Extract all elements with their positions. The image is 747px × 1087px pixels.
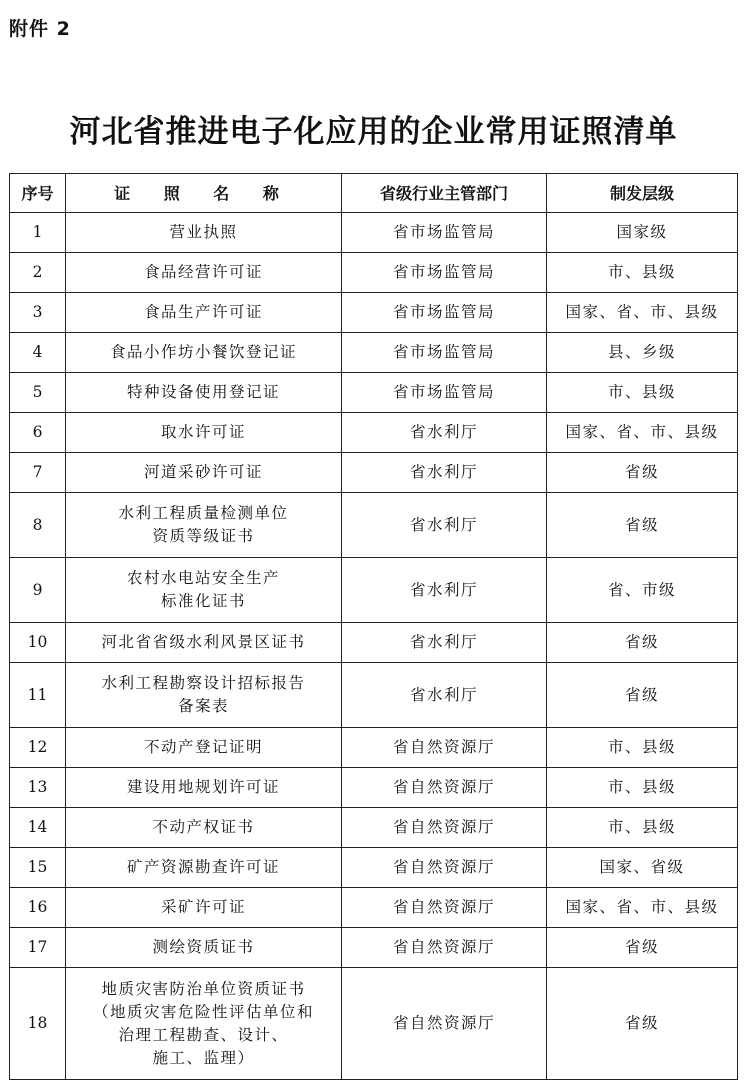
certificate-name: 不动产权证书 (66, 808, 342, 848)
table-row (10, 623, 738, 663)
certificate-name: 地质灾害防治单位资质证书 （地质灾害危险性评估单位和 治理工程勘查、设计、 施工、监理） (66, 968, 342, 1080)
department: 省水利厅 (342, 558, 547, 623)
issuing-level: 省、市级 (547, 558, 738, 623)
department: 省自然资源厅 (342, 728, 547, 768)
department: 省自然资源厅 (342, 928, 547, 968)
department: 省自然资源厅 (342, 768, 547, 808)
table-row (10, 928, 738, 968)
row-number: 16 (10, 888, 66, 928)
header-department: 省级行业主管部门 (342, 174, 547, 213)
table-body (10, 213, 738, 1080)
certificate-name: 测绘资质证书 (66, 928, 342, 968)
row-number: 15 (10, 848, 66, 888)
issuing-level: 县、乡级 (547, 333, 738, 373)
certificate-name: 食品经营许可证 (66, 253, 342, 293)
certificate-name: 采矿许可证 (66, 888, 342, 928)
table-row (10, 253, 738, 293)
department: 省自然资源厅 (342, 808, 547, 848)
department: 省市场监管局 (342, 213, 547, 253)
department: 省水利厅 (342, 493, 547, 558)
issuing-level: 市、县级 (547, 728, 738, 768)
header-number: 序号 (10, 174, 66, 213)
row-number: 5 (10, 373, 66, 413)
row-number: 17 (10, 928, 66, 968)
certificate-name: 特种设备使用登记证 (66, 373, 342, 413)
header-certificate-name: 证 照 名 称 (66, 174, 342, 213)
certificate-name: 水利工程勘察设计招标报告 备案表 (66, 663, 342, 728)
row-number: 12 (10, 728, 66, 768)
table-row (10, 888, 738, 928)
issuing-level: 省级 (547, 968, 738, 1080)
table-header-row (10, 174, 738, 213)
row-number: 3 (10, 293, 66, 333)
row-number: 7 (10, 453, 66, 493)
department: 省市场监管局 (342, 253, 547, 293)
row-number: 11 (10, 663, 66, 728)
issuing-level: 市、县级 (547, 768, 738, 808)
row-number: 10 (10, 623, 66, 663)
table-row (10, 848, 738, 888)
row-number: 1 (10, 213, 66, 253)
issuing-level: 国家、省、市、县级 (547, 293, 738, 333)
table-row (10, 768, 738, 808)
issuing-level: 市、县级 (547, 808, 738, 848)
row-number: 9 (10, 558, 66, 623)
certificate-name: 水利工程质量检测单位 资质等级证书 (66, 493, 342, 558)
department: 省自然资源厅 (342, 968, 547, 1080)
table-row (10, 558, 738, 623)
table-row (10, 293, 738, 333)
certificate-name: 食品小作坊小餐饮登记证 (66, 333, 342, 373)
table-row (10, 333, 738, 373)
table-row (10, 968, 738, 1080)
department: 省自然资源厅 (342, 888, 547, 928)
table-row (10, 413, 738, 453)
row-number: 8 (10, 493, 66, 558)
certificate-name: 河北省省级水利风景区证书 (66, 623, 342, 663)
table-row (10, 453, 738, 493)
department: 省水利厅 (342, 453, 547, 493)
issuing-level: 国家、省、市、县级 (547, 888, 738, 928)
table-row (10, 663, 738, 728)
issuing-level: 省级 (547, 453, 738, 493)
issuing-level: 国家级 (547, 213, 738, 253)
certificate-name: 食品生产许可证 (66, 293, 342, 333)
row-number: 6 (10, 413, 66, 453)
row-number: 14 (10, 808, 66, 848)
table-row (10, 728, 738, 768)
table-row (10, 808, 738, 848)
certificate-name: 河道采砂许可证 (66, 453, 342, 493)
row-number: 13 (10, 768, 66, 808)
certificate-name: 矿产资源勘查许可证 (66, 848, 342, 888)
attachment-label: 附件 2 (9, 18, 71, 40)
issuing-level: 省级 (547, 928, 738, 968)
certificate-name: 建设用地规划许可证 (66, 768, 342, 808)
row-number: 18 (10, 968, 66, 1080)
issuing-level: 省级 (547, 623, 738, 663)
department: 省水利厅 (342, 663, 547, 728)
table-row (10, 373, 738, 413)
department: 省市场监管局 (342, 293, 547, 333)
issuing-level: 市、县级 (547, 253, 738, 293)
certificate-name: 营业执照 (66, 213, 342, 253)
department: 省市场监管局 (342, 333, 547, 373)
row-number: 2 (10, 253, 66, 293)
issuing-level: 国家、省级 (547, 848, 738, 888)
issuing-level: 国家、省、市、县级 (547, 413, 738, 453)
certificate-name: 不动产登记证明 (66, 728, 342, 768)
table-row (10, 493, 738, 558)
certificate-name: 取水许可证 (66, 413, 342, 453)
department: 省自然资源厅 (342, 848, 547, 888)
issuing-level: 省级 (547, 493, 738, 558)
table-row (10, 213, 738, 253)
department: 省水利厅 (342, 413, 547, 453)
issuing-level: 省级 (547, 663, 738, 728)
row-number: 4 (10, 333, 66, 373)
department: 省水利厅 (342, 623, 547, 663)
issuing-level: 市、县级 (547, 373, 738, 413)
department: 省市场监管局 (342, 373, 547, 413)
document-title: 河北省推进电子化应用的企业常用证照清单 (69, 114, 678, 150)
certificate-table (9, 173, 738, 1080)
certificate-name: 农村水电站安全生产 标准化证书 (66, 558, 342, 623)
header-issuing-level: 制发层级 (547, 174, 738, 213)
